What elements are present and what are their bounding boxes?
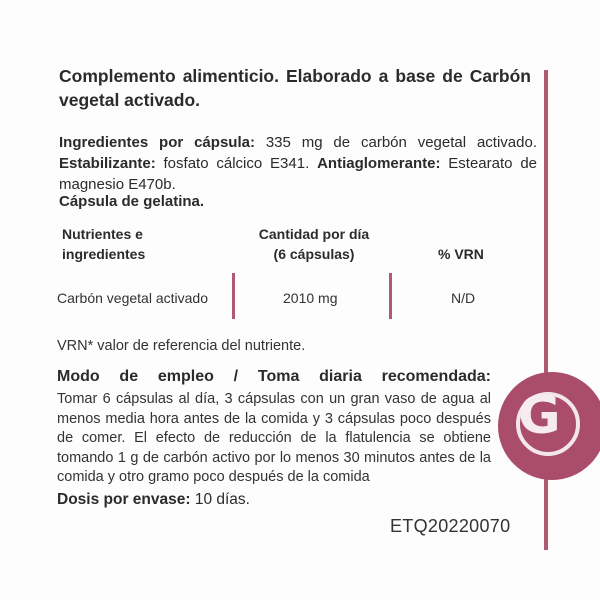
ingredients-value: 335 mg de carbón vegetal activado. <box>254 134 537 151</box>
brand-logo-letter: G <box>518 386 561 446</box>
ingredients-label: Ingredientes por cápsula: <box>59 134 255 151</box>
table-header-vrn: % VRN <box>438 246 484 262</box>
anticaking-value: Estearato de magnesio E470b. <box>59 155 537 193</box>
table-header-amount-text: Cantidad por día (6 cápsulas) <box>258 226 370 262</box>
product-intro: Complemento alimenticio. Elaborado a base de Carbón vegetal activado. <box>59 66 531 110</box>
table-header-nutrients <box>62 224 172 264</box>
dose-block <box>57 491 250 509</box>
usage-body: Tomar 6 cápsulas al día, 3 cápsulas con un gran vaso de agua al menos media hora antes de la comida y 3 cápsulas poco después de comer. El efecto de reducción de la flatulencia se obtiene tomando 1 g de carbón activo por lo menos 30 minutos antes de la comida y otro gramo poco después de la comida <box>57 391 491 485</box>
stabilizer-value: fosfato cálcico E341. <box>155 155 318 172</box>
vrn-note: VRN* valor de referencia del nutriente. <box>57 338 306 354</box>
anticaking-label: Antiaglomerante: <box>317 155 441 172</box>
table-header-amount <box>258 224 370 264</box>
table-cell-vrn: N/D <box>451 290 476 306</box>
table-divider <box>389 273 392 319</box>
dose-value: 10 días. <box>190 491 250 508</box>
table-divider <box>232 273 235 319</box>
dose-label: Dosis por envase: <box>57 491 191 508</box>
ingredients-block <box>59 132 537 195</box>
stabilizer-label: Estabilizante: <box>59 155 156 172</box>
table-header-nutrients-text: Nutrientes e ingredientes <box>62 226 146 262</box>
brand-logo <box>498 372 600 480</box>
table-cell-name: Carbón vegetal activado <box>57 290 208 306</box>
table-cell-amount: 2010 mg <box>283 290 338 306</box>
usage-title: Modo de empleo / Toma diaria recomendada: <box>57 368 491 385</box>
label-code: ETQ20220070 <box>390 516 511 536</box>
capsule-note: Cápsula de gelatina. <box>59 193 205 210</box>
